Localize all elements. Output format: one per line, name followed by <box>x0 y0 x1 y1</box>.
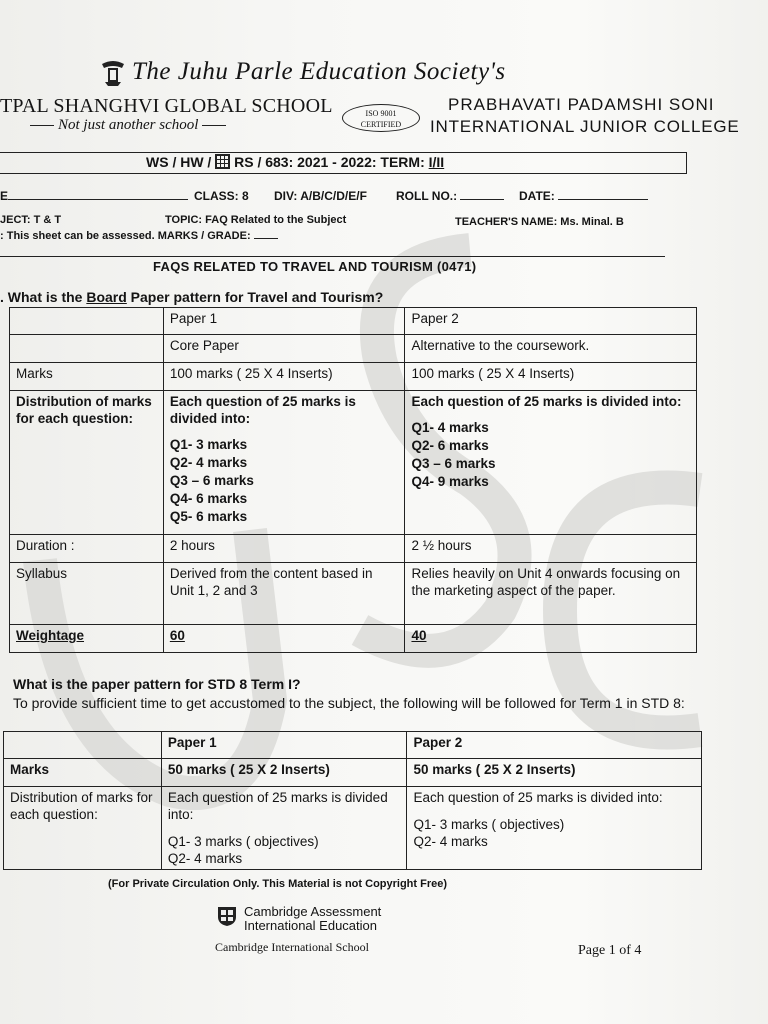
class-label: CLASS: 8 <box>194 189 249 203</box>
table-cell: Paper 2 <box>405 308 697 335</box>
table-cell: Syllabus <box>10 563 164 625</box>
divider-line <box>0 256 665 257</box>
table-row <box>10 535 697 563</box>
table-cell <box>161 787 407 870</box>
q1-underlined: Board <box>86 289 127 305</box>
tagline-text: Not just another school <box>58 117 199 133</box>
table-cell: Distribution of marks for each question: <box>10 391 164 535</box>
table-cell: Duration : <box>10 535 164 563</box>
date-field <box>519 189 648 203</box>
table-row <box>10 335 697 363</box>
list-item: Q1- 3 marks ( objectives) <box>167 834 319 849</box>
society-name: The Juhu Parle Education Society's <box>132 58 506 85</box>
iso-line2: CERTIFIED <box>360 120 402 129</box>
table-cell: Marks <box>4 759 162 787</box>
table-cell: Paper 2 <box>407 732 702 759</box>
name-field <box>0 189 188 203</box>
list-item: Q1- 3 marks ( objectives) <box>413 817 565 832</box>
name-label: E <box>0 189 9 203</box>
list-item: Q2- 4 marks <box>167 851 243 866</box>
question-2: What is the paper pattern for STD 8 Term I? <box>13 676 301 692</box>
question-1 <box>0 289 383 305</box>
page-number: Page 1 of 4 <box>578 943 642 958</box>
list-item: Q2- 4 marks <box>413 834 488 849</box>
q1-pre: What is the <box>3 289 87 305</box>
table-cell: 2 ½ hours <box>405 535 697 563</box>
list-item: Q5- 6 marks <box>169 509 248 524</box>
date-label: DATE: <box>519 189 555 203</box>
assessment-note <box>0 228 278 242</box>
question-2-description: To provide sufficient time to get accustomed to the subject, the following will be followed for Term 1 in STD 8: <box>13 695 685 711</box>
cambridge-shield-icon <box>216 905 238 927</box>
table-cell: 60 <box>163 625 405 653</box>
dist-intro: Each question of 25 marks is divided into: <box>413 790 663 805</box>
table-row <box>4 732 702 759</box>
iso-certified-seal <box>342 104 420 132</box>
table-row <box>10 563 697 625</box>
society-crest-icon <box>98 58 128 88</box>
faq-title: FAQS RELATED TO TRAVEL AND TOURISM (0471) <box>153 259 477 274</box>
std8-paper-table <box>3 731 702 870</box>
list-item: Q1- 3 marks <box>169 437 248 452</box>
table-cell: Marks <box>10 363 164 391</box>
table-cell: 40 <box>405 625 697 653</box>
table-cell <box>407 787 702 870</box>
table-cell: 100 marks ( 25 X 4 Inserts) <box>163 363 405 391</box>
roll-field <box>396 189 504 203</box>
college-name-line2: INTERNATIONAL JUNIOR COLLEGE <box>430 117 740 136</box>
table-cell <box>163 391 405 535</box>
table-cell <box>10 335 164 363</box>
table-cell: Distribution of marks for each question: <box>4 787 162 870</box>
list-item: Q2- 4 marks <box>169 455 248 470</box>
list-item: Q1- 4 marks <box>411 420 489 435</box>
dist-intro: Each question of 25 marks is divided into: <box>411 394 682 409</box>
list-item: Q3 – 6 marks <box>411 456 496 471</box>
subject-label: JECT: T & T <box>0 214 62 226</box>
ref-prefix: WS / HW / <box>146 154 212 170</box>
list-item: Q4- 9 marks <box>411 474 489 489</box>
table-row <box>10 308 697 335</box>
q1-num: . <box>0 289 4 305</box>
div-label: DIV: A/B/C/D/E/F <box>274 189 367 203</box>
table-cell: Weightage <box>10 625 164 653</box>
table-cell: 50 marks ( 25 X 2 Inserts) <box>161 759 407 787</box>
table-cell: Core Paper <box>163 335 405 363</box>
teacher-label: TEACHER'S NAME: Ms. Minal. B <box>455 216 624 228</box>
table-cell: 50 marks ( 25 X 2 Inserts) <box>407 759 702 787</box>
circulation-note: (For Private Circulation Only. This Material is not Copyright Free) <box>108 878 448 890</box>
cambridge-line3: Cambridge International School <box>215 940 369 954</box>
list-item: Q3 – 6 marks <box>169 473 254 488</box>
board-paper-table <box>9 307 697 653</box>
cambridge-line1: Cambridge Assessment <box>244 904 382 919</box>
table-cell: Derived from the content based in Unit 1, 2 and 3 <box>163 563 405 625</box>
cambridge-line2: International Education <box>244 918 377 933</box>
table-row <box>10 363 697 391</box>
iso-line1: ISO 9001 <box>365 109 397 118</box>
table-cell <box>405 391 697 535</box>
table-cell: 100 marks ( 25 X 4 Inserts) <box>405 363 697 391</box>
school-name: TPAL SHANGHVI GLOBAL SCHOOL <box>0 95 333 117</box>
topic-label: TOPIC: FAQ Related to the Subject <box>165 214 347 226</box>
table-cell: Paper 1 <box>161 732 407 759</box>
table-cell: 2 hours <box>163 535 405 563</box>
reference-code <box>146 154 444 170</box>
table-cell: Paper 1 <box>163 308 405 335</box>
table-row <box>4 759 702 787</box>
ref-code: RS / 683: 2021 - 2022: TERM: <box>234 154 429 170</box>
note-text: : This sheet can be assessed. MARKS / GRADE: <box>0 230 251 242</box>
list-item: Q2- 6 marks <box>411 438 489 453</box>
table-row <box>10 391 697 535</box>
table-cell: Relies heavily on Unit 4 onwards focusing on the marketing aspect of the paper. <box>405 563 697 625</box>
roll-label: ROLL NO.: <box>396 189 458 203</box>
table-cell: Alternative to the coursework. <box>405 335 697 363</box>
ref-term: I/II <box>428 154 445 170</box>
college-name-line1: PRABHAVATI PADAMSHI SONI <box>448 95 715 114</box>
table-cell <box>10 308 164 335</box>
table-row <box>4 787 702 870</box>
school-tagline <box>26 117 230 134</box>
table-row <box>10 625 697 653</box>
grid-icon <box>215 154 230 169</box>
q1-post: Paper pattern for Travel and Tourism? <box>126 289 384 305</box>
dist-intro: Each question of 25 marks is divided into: <box>169 394 356 426</box>
dist-intro: Each question of 25 marks is divided into: <box>167 790 388 822</box>
table-cell <box>4 732 162 759</box>
list-item: Q4- 6 marks <box>169 491 248 506</box>
